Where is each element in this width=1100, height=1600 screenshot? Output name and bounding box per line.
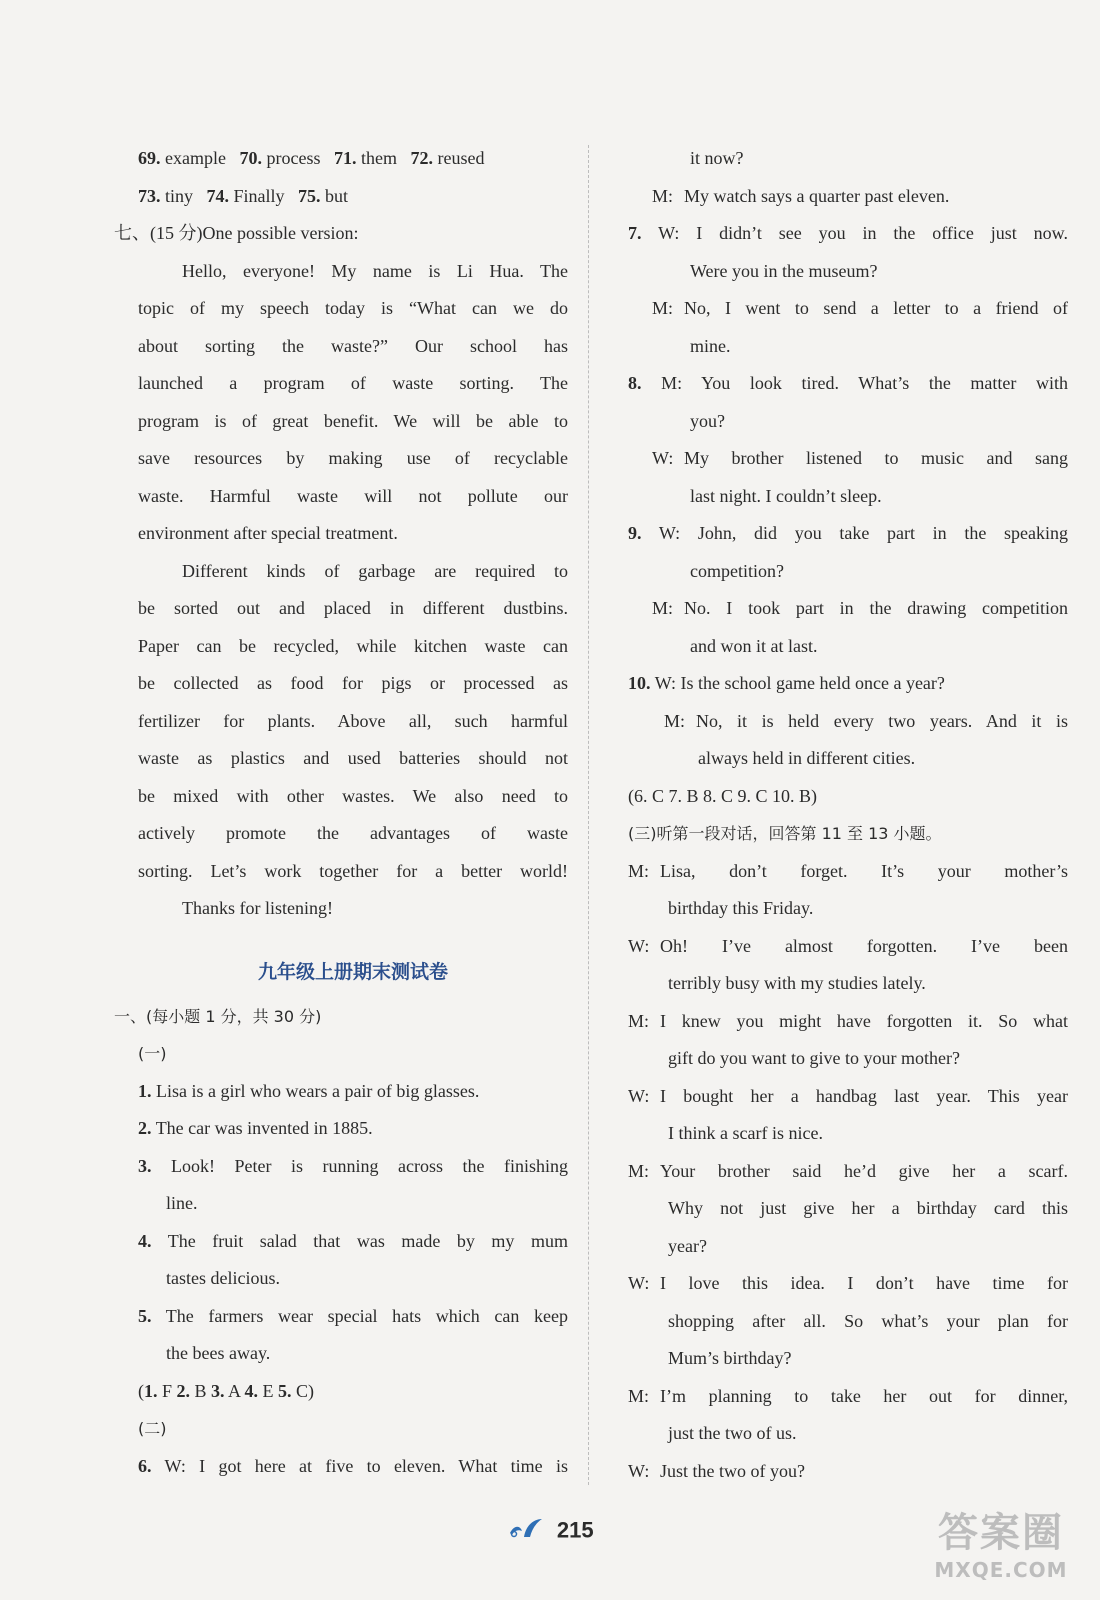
dialog-line: M: My watch says a quarter past eleven. — [652, 185, 950, 206]
publisher-logo-icon — [506, 1515, 546, 1546]
page-number: 215 — [556, 1517, 594, 1543]
dialog-line: terribly busy with my studies lately. — [668, 973, 926, 993]
essay-line: be collected as food for pigs or processed as — [138, 673, 568, 693]
listening-item-cont: line. — [166, 1193, 198, 1213]
answer-key-2: (6. C 7. B 8. C 9. C 10. B) — [628, 785, 818, 806]
left-column — [114, 140, 569, 1485]
dialog-line: Why not just give her a birthday card this — [668, 1198, 1068, 1218]
dialog-line: W: I love this idea. I don’t have time for — [628, 1273, 1068, 1293]
dialog-line: year? — [668, 1235, 707, 1256]
dialog-line: W: I bought her a handbag last year. This year — [628, 1085, 1068, 1106]
test-title: 九年级上册期末测试卷 — [257, 960, 448, 983]
listening-item: 1. Lisa is a girl who wears a pair of big glasses. — [138, 1080, 480, 1101]
essay-line: actively promote the advantages of waste — [138, 823, 568, 843]
dialog-line: you? — [690, 410, 725, 431]
listening-item: 5. The farmers wear special hats which can keep — [138, 1305, 568, 1326]
answers-line-2: 73. tiny 74. Finally 75. but — [138, 185, 349, 206]
essay-line: fertilizer for plants. Above all, such harmful — [138, 710, 568, 731]
essay-line: Different kinds of garbage are required to — [182, 560, 568, 581]
essay-line: waste. Harmful waste will not pollute our — [138, 485, 568, 506]
listening-item: 2. The car was invented in 1885. — [138, 1118, 373, 1138]
dialog-line: Were you in the museum? — [690, 260, 878, 281]
dialog-line: Mum’s birthday? — [668, 1348, 792, 1368]
dialog-line: 8. M: You look tired. What’s the matter with — [628, 373, 1068, 393]
listening-item: 4. The fruit salad that was made by my mum — [138, 1230, 568, 1251]
sub-section-1: (一) — [138, 1044, 167, 1063]
dialog-line: W: Just the two of you? — [628, 1460, 805, 1481]
sub-section-2: (二) — [138, 1419, 167, 1438]
essay-line: launched a program of waste sorting. The — [138, 373, 568, 393]
dialog-line: M: I’m planning to take her out for dinner, — [628, 1385, 1068, 1406]
part-1-label: 一、(每小题 1 分，共 30 分) — [114, 1006, 322, 1026]
essay-line: save resources by making use of recyclable — [138, 448, 568, 468]
dialog-line: W: Oh! I’ve almost forgotten. I’ve been — [628, 935, 1068, 956]
dialog-line: last night. I couldn’t sleep. — [690, 485, 882, 506]
listening-item: 3. Look! Peter is running across the finishing — [138, 1155, 569, 1176]
essay-line: be sorted out and placed in different dustbins. — [138, 598, 568, 618]
dialog-line: M: No. I took part in the drawing competition — [652, 598, 1068, 618]
essay-line: about sorting the waste?” Our school has — [138, 335, 568, 356]
essay-line: Hello, everyone! My name is Li Hua. The — [182, 260, 568, 281]
dialog-line: 9. W: John, did you take part in the speaking — [628, 523, 1068, 543]
watermark-bottom: MXQE.COM — [934, 1558, 1068, 1582]
dialog-line: M: No, it is held every two years. And it is — [664, 710, 1068, 731]
watermark-top: 答案圈 — [938, 1510, 1064, 1556]
dialog-line: M: I knew you might have forgotten it. So what — [628, 1010, 1068, 1031]
dialog-q6: 6. W: I got here at five to eleven. What time is — [138, 1455, 568, 1476]
listening-item-cont: tastes delicious. — [166, 1268, 280, 1288]
dialog-line: birthday this Friday. — [668, 898, 814, 918]
dialog-line: W: My brother listened to music and sang — [652, 448, 1068, 468]
answers-line-1: 69. example 70. process 71. them 72. reused — [138, 148, 485, 168]
essay-line: Paper can be recycled, while kitchen waste can — [138, 635, 568, 656]
essay-line: Thanks for listening! — [182, 898, 333, 918]
listening-item-cont: the bees away. — [166, 1343, 271, 1363]
essay-line: topic of my speech today is “What can we do — [138, 298, 568, 318]
answer-key-1: (1. F 2. B 3. A 4. E 5. C) — [138, 1380, 315, 1401]
dialog-line: always held in different cities. — [698, 748, 916, 768]
essay-line: environment after special treatment. — [138, 523, 398, 543]
watermark — [926, 1501, 1076, 1582]
dialog-line: M: Your brother said he’d give her a scarf. — [628, 1160, 1068, 1181]
dialog-line: M: No, I went to send a letter to a friend of — [652, 298, 1068, 318]
dialog-line: M: Lisa, don’t forget. It’s your mother’s — [628, 860, 1068, 881]
section-7-label: 七、(15 分)One possible version: — [114, 223, 359, 243]
dialog-line: mine. — [690, 335, 731, 356]
essay-line: program is of great benefit. We will be able to — [138, 410, 568, 431]
essay-line: be mixed with other wastes. We also need to — [138, 785, 568, 806]
dialog-line: 10. W: Is the school game held once a year? — [628, 673, 945, 693]
dialog-line: gift do you want to give to your mother? — [668, 1048, 960, 1068]
essay-line: sorting. Let’s work together for a better world! — [138, 860, 568, 881]
column-divider — [588, 145, 589, 1485]
dialog-line: competition? — [690, 560, 784, 581]
dialog-line: just the two of us. — [668, 1423, 797, 1443]
essay-line: waste as plastics and used batteries should not — [138, 748, 568, 768]
sub-section-3: (三)听第一段对话，回答第 11 至 13 小题。 — [628, 824, 942, 843]
dialog-line: and won it at last. — [690, 635, 818, 656]
dialog-line: 7. W: I didn’t see you in the office just now. — [628, 223, 1068, 243]
dialog-line: shopping after all. So what’s your plan for — [668, 1310, 1068, 1331]
dialog-line: it now? — [690, 148, 744, 168]
dialog-line: I think a scarf is nice. — [668, 1123, 823, 1143]
right-column — [628, 140, 1068, 1490]
